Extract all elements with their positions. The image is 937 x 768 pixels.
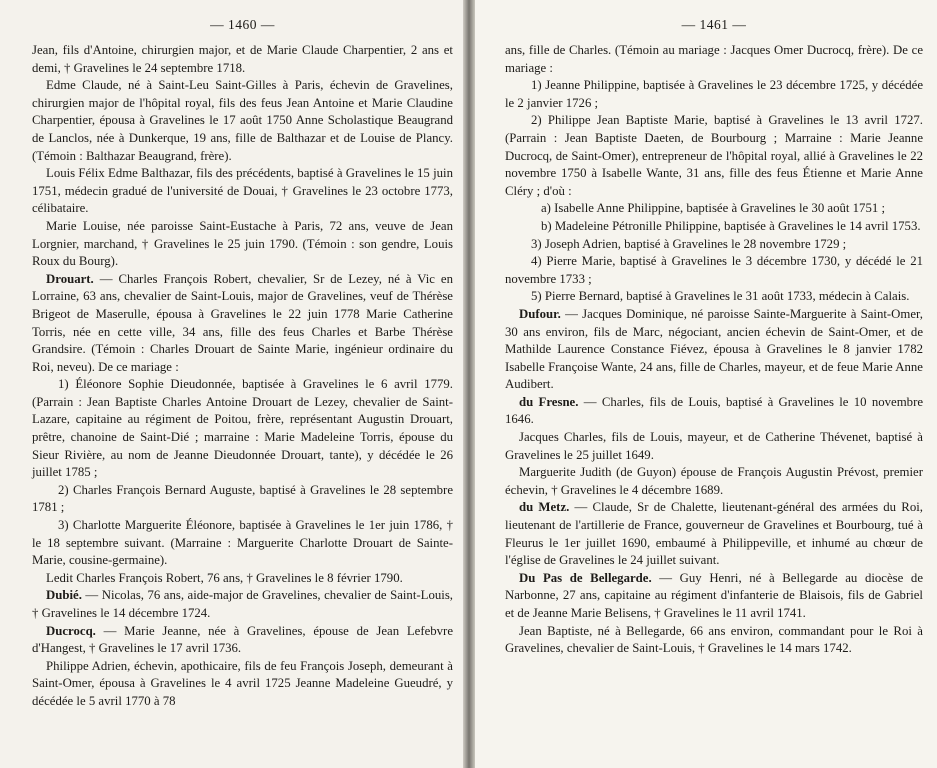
headword-ducrocq: Ducrocq. xyxy=(46,623,96,638)
child-entry: 5) Pierre Bernard, baptisé à Gravelines le 31 août 1733, médecin à Calais. xyxy=(531,289,910,304)
book-gutter xyxy=(463,0,475,768)
headword-separator: — xyxy=(81,588,102,603)
right-page xyxy=(475,0,937,768)
entry-drouart xyxy=(32,271,453,377)
entry-paragraph: Marguerite Judith (de Guyon) épouse de François Augustin Prévost, premier échevin, † Gravelines le 4 décembre 1689. xyxy=(505,465,923,497)
entry-paragraph: Jacques Dominique, né paroisse Sainte-Marguerite à Saint-Omer, 30 ans environ, fils de Marc, négociant, ancien échevin de Saint-Omer, et de Mathilde Laurence Constance Fiévez, épousa à Gravelines le 8 janvier 1782 Isabelle Françoise Wante, 24 ans, fille de Charles, mayeur, et de feue Marie Anne Audibert. xyxy=(505,306,924,392)
page-number-left: — 1460 — xyxy=(210,17,275,32)
entry-paragraph: Jacques Charles, fils de Louis, mayeur, et de Catherine Thévenet, baptisé à Gravelines le 25 juillet 1649. xyxy=(505,430,923,462)
child-entry: 3) Charlotte Marguerite Éléonore, baptisée à Gravelines le 1er juin 1786, † le 18 septembre suivant. (Marraine : Marguerite Charlotte Drouart de Sainte-Marie, cousine-germaine). xyxy=(32,518,453,568)
entry-paragraph: Marie Jeanne, née à Gravelines, épouse de Jean Lefebvre d'Hangest, † Gravelines le 17 avril 1736. xyxy=(32,623,453,656)
grandchild-entry: b) Madeleine Pétronille Philippine, baptisée à Gravelines le 14 avril 1753. xyxy=(541,218,921,233)
headword-separator: — xyxy=(560,306,583,321)
grandchild-entry: a) Isabelle Anne Philippine, baptisée à Gravelines le 30 août 1751 ; xyxy=(541,201,885,216)
headword-separator: — xyxy=(651,570,680,585)
entry-ducrocq xyxy=(32,623,453,658)
entry-paragraph: Guy Henri, né à Bellegarde au diocèse de Narbonne, 27 ans, capitaine au régiment d'infanterie de Blaisois, fils de Gabriel et de Jeanne Marie Belisens, † Gravelines le 11 avril 1741. xyxy=(505,570,923,620)
headword-separator: — xyxy=(95,623,125,638)
headword-separator: — xyxy=(93,271,119,286)
child-entry: 4) Pierre Marie, baptisé à Gravelines le 3 décembre 1730, y décédé le 21 novembre 1733 ; xyxy=(505,254,923,286)
headword-drouart: Drouart. xyxy=(46,271,94,286)
child-entry: 1) Éléonore Sophie Dieudonnée, baptisée à Gravelines le 6 avril 1779. (Parrain : Jean Baptiste Charles Antoine Drouart de Lezey, chevalier de Saint-Lazare, capitaine au régiment de Poitou, frère, représentant Augustin Drouart, prêtre, chanoine de Saint-Dié ; marraine : Marie Madeleine Torris, épouse du Sieur Rivière, au nom de Jeanne Dieudonnée Drouart, tante), y décédée le 26 juillet 1785 ; xyxy=(32,377,453,480)
child-entry: 2) Charles François Bernard Auguste, baptisé à Gravelines le 28 septembre 1781 ; xyxy=(32,482,453,515)
entry-paragraph: Nicolas, 76 ans, aide-major de Gravelines, chevalier de Saint-Louis, † Gravelines le 14 décembre 1724. xyxy=(32,588,453,620)
entry-paragraph: Philippe Adrien, échevin, apothicaire, fils de feu François Joseph, demeurant à Saint-Omer, épousa à Gravelines le 4 avril 1725 Jeanne Madeleine Gueudré, y décédée le 5 avril 1770 à 78 xyxy=(32,658,453,708)
child-entry: 1) Jeanne Philippine, baptisée à Gravelines le 23 décembre 1725, y décédée le 2 janvier 1726 ; xyxy=(505,78,923,110)
page-number-right: — 1461 — xyxy=(681,17,747,32)
entry-paragraph: Louis Félix Edme Balthazar, fils des précédents, baptisé à Gravelines le 15 juin 1751, médecin gradué de l'université de Douai, † Gravelines le 23 octobre 1773, célibataire. xyxy=(32,166,453,216)
left-page-text xyxy=(32,42,453,711)
entry-dufour xyxy=(505,306,923,394)
child-entry: 3) Joseph Adrien, baptisé à Gravelines le 28 novembre 1729 ; xyxy=(531,236,847,251)
entry-dubie xyxy=(32,587,453,622)
entry-paragraph: Claude, Sr de Chalette, lieutenant-général des armées du Roi, lieutenant de l'artillerie de France, gouverneur de Gravelines et Bourbourg, tué à Fleurus le 1er juillet 1690, embaumé à Philippeville, et inhumé au chœur de l'église de Gravelines le 24 juillet suivant. xyxy=(505,500,923,568)
entry-paragraph: Charles, fils de Louis, baptisé à Gravelines le 10 novembre 1646. xyxy=(505,394,924,427)
entry-paragraph: Edme Claude, né à Saint-Leu Saint-Gilles à Paris, échevin de Gravelines, chirurgien major de l'hôpital royal, fils des feus Jean Antoine et Marie Claudine Charpentier, épousa à Gravelines le 17 août 1750 Anne Scholastique Beaugrand de Lanclos, née à Dunkerque, 19 ans, fille de Balthazar et de Louise de Plancy. (Témoin : Balthazar Beaugrand, frère). xyxy=(32,78,453,163)
headword-dupas: Du Pas de Bellegarde. xyxy=(519,570,652,585)
headword-dufresne: du Fresne. xyxy=(519,394,579,409)
headword-separator: — xyxy=(569,500,593,515)
left-page xyxy=(0,0,463,768)
entry-paragraph: Ledit Charles François Robert, 76 ans, † Gravelines le 8 février 1790. xyxy=(46,570,403,585)
entry-paragraph: Charles François Robert, chevalier, Sr de Lezey, né à Vic en Lorraine, 63 ans, chevalier de Saint-Louis, major de Gravelines, veuf de Thérèse Brigeot de Maserulle, épousa à Gravelines le 22 juin 1778 Marie Catherine Torris, née en cette ville, 34 ans, fille des feus Charles et Barbe Thérèse Grandsire. (Témoin : Charles Drouart de Sainte Marie, ingénieur ordinaire du Roi, neveu). De ce mariage : xyxy=(32,271,453,374)
entry-dupas xyxy=(505,570,923,623)
right-page-text xyxy=(505,42,923,658)
child-entry: 2) Philippe Jean Baptiste Marie, baptisé à Gravelines le 13 avril 1727. (Parrain : Jean Baptiste Daeten, de Bourbourg ; Marraine : Marie Jeanne Ducrocq, de Saint-Omer), entrepreneur de l'hôpital royal, allié à Gravelines le 22 novembre 1750 à Isabelle Wante, 31 ans, fille des feus Étienne et Marie Anne Cléry ; d'où : xyxy=(505,113,923,198)
entry-dufresne xyxy=(505,394,923,429)
entry-paragraph: Marie Louise, née paroisse Saint-Eustache à Paris, 72 ans, veuve de Jean Lorgnier, marchand, † Gravelines le 25 juin 1790. (Témoin : son gendre, Louis Roux du Bourg). xyxy=(32,218,453,269)
entry-paragraph: Jean, fils d'Antoine, chirurgien major, et de Marie Claude Charpentier, 2 ans et demi, † Gravelines le 24 septembre 1718. xyxy=(32,43,453,75)
headword-dubie: Dubié. xyxy=(46,588,82,603)
entry-paragraph: ans, fille de Charles. (Témoin au mariage : Jacques Omer Ducrocq, frère). De ce mariage : xyxy=(505,43,923,75)
headword-dumetz: du Metz. xyxy=(519,500,570,515)
entry-dumetz xyxy=(505,499,923,569)
headword-separator: — xyxy=(578,394,602,409)
headword-dufour: Dufour. xyxy=(519,306,561,321)
entry-paragraph: Jean Baptiste, né à Bellegarde, 66 ans environ, commandant pour le Roi à Gravelines, chevalier de Saint-Louis, † Gravelines le 14 mars 1742. xyxy=(505,623,923,656)
